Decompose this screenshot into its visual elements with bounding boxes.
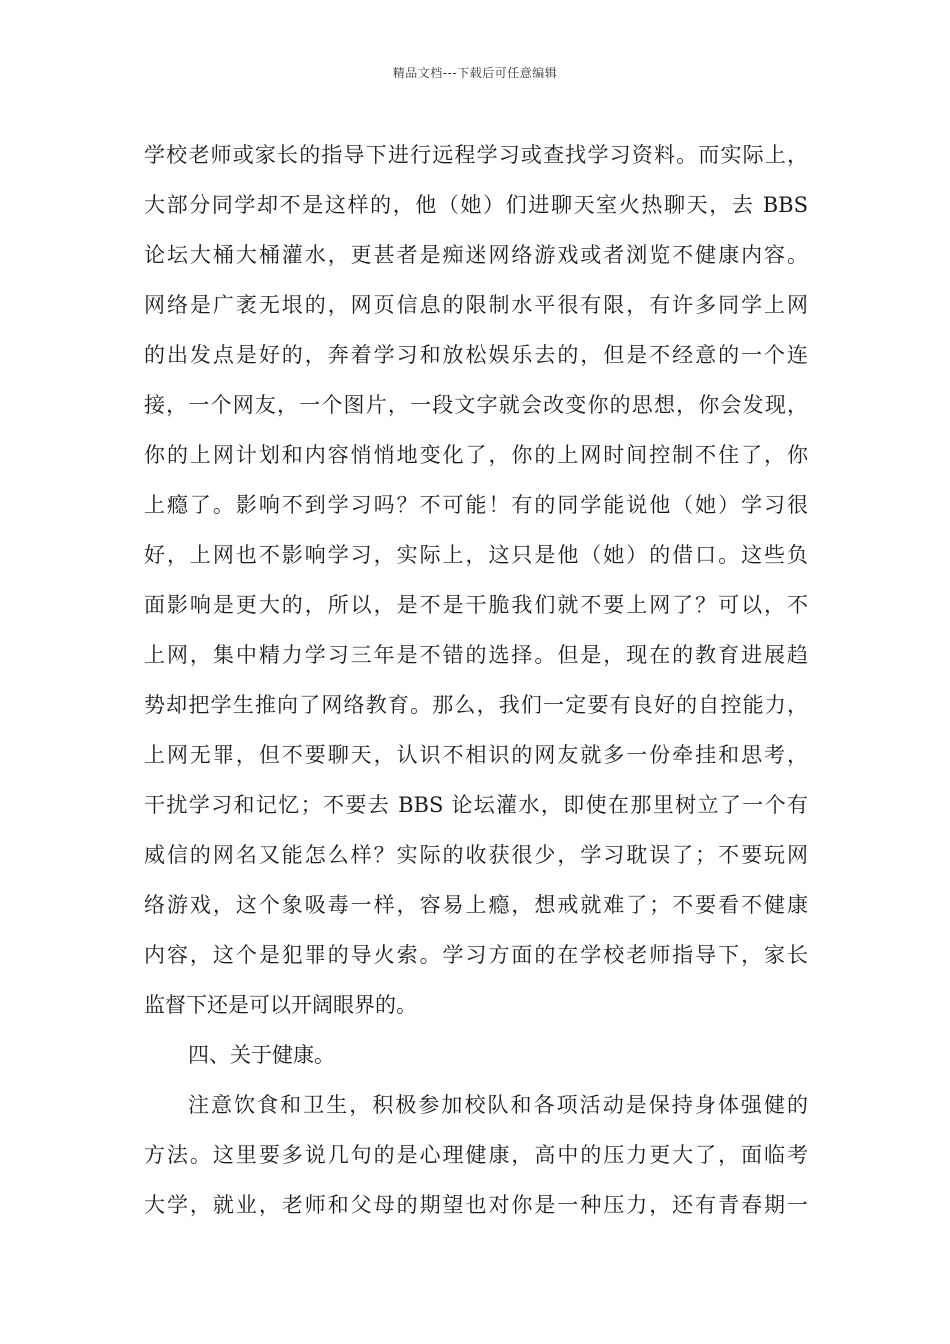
text-line: 接，一个网友，一个图片，一段文字就会改变你的思想，你会发现，	[144, 393, 808, 417]
text-line: 好，上网也不影响学习，实际上，这只是他（她）的借口。这些负	[144, 543, 808, 567]
text-line: 面影响是更大的，所以，是不是干脆我们就不要上网了？可以，不	[144, 593, 808, 617]
text-line: 威信的网名又能怎么样？实际的收获很少，学习耽误了；不要玩网	[144, 843, 808, 867]
text-line: 势却把学生推向了网络教育。那么，我们一定要有良好的自控能力，	[144, 693, 808, 717]
text-line: 干扰学习和记忆；不要去 BBS 论坛灌水，即使在那里树立了一个有	[144, 793, 808, 817]
page-header: 精品文档---下载后可任意编辑	[392, 66, 558, 80]
text-line: 的出发点是好的，奔着学习和放松娱乐去的，但是不经意的一个连	[144, 343, 808, 367]
text-line: 注意饮食和卫生，积极参加校队和各项活动是保持身体强健的	[188, 1093, 808, 1117]
section-heading: 四、关于健康。	[188, 1043, 335, 1067]
text-line: 内容，这个是犯罪的导火索。学习方面的在学校老师指导下，家长	[144, 943, 808, 967]
text-line: 上瘾了。影响不到学习吗？不可能！有的同学能说他（她）学习很	[144, 493, 808, 517]
text-line: 上网无罪，但不要聊天，认识不相识的网友就多一份牵挂和思考，	[144, 743, 808, 767]
text-line: 上网，集中精力学习三年是不错的选择。但是，现在的教育进展趋	[144, 643, 808, 667]
text-line: 学校老师或家长的指导下进行远程学习或查找学习资料。而实际上，	[144, 143, 808, 167]
text-line: 大部分同学却不是这样的，他（她）们进聊天室火热聊天，去 BBS	[144, 193, 808, 217]
text-line: 大学，就业，老师和父母的期望也对你是一种压力，还有青春期一	[144, 1193, 808, 1217]
text-line: 监督下还是可以开阔眼界的。	[144, 993, 417, 1017]
text-line: 论坛大桶大桶灌水，更甚者是痴迷网络游戏或者浏览不健康内容。	[144, 243, 808, 267]
text-line: 网络是广袤无垠的，网页信息的限制水平很有限，有许多同学上网	[144, 293, 808, 317]
document-body	[144, 130, 808, 1230]
text-line: 方法。这里要多说几句的是心理健康，高中的压力更大了，面临考	[144, 1143, 808, 1167]
text-line: 络游戏，这个象吸毒一样，容易上瘾，想戒就难了；不要看不健康	[144, 893, 808, 917]
text-line: 你的上网计划和内容悄悄地变化了，你的上网时间控制不住了，你	[144, 443, 808, 467]
